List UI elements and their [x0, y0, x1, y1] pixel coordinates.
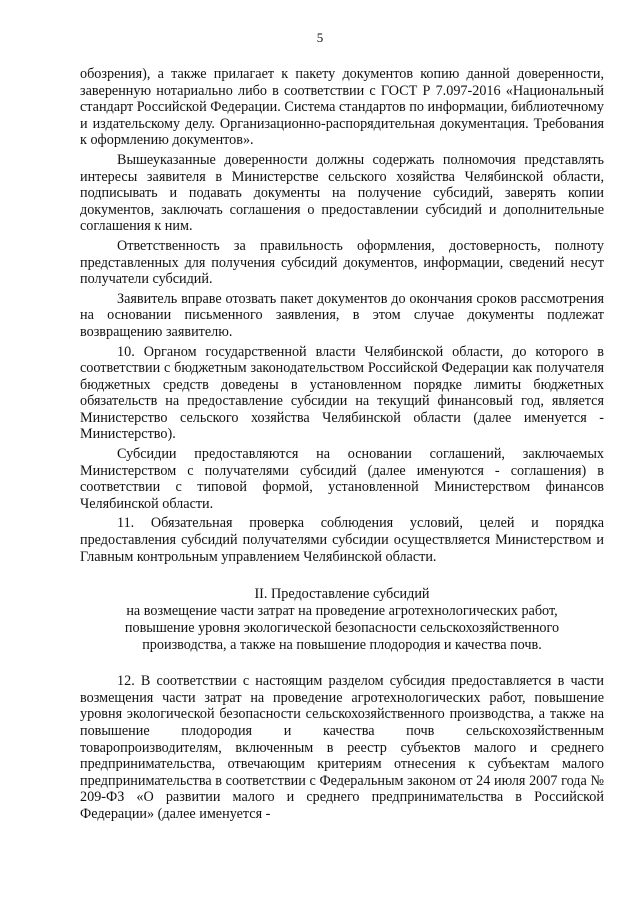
paragraph-withdrawal: Заявитель вправе отозвать пакет документов до окончания сроков рассмотрения на основании письменного заявления, в этом случае документы подлежат возвращению заявителю.: [80, 290, 604, 340]
paragraph-item-12: 12. В соответствии с настоящим разделом субсидия предоставляется в части возмещения части затрат на проведение агротехнологических работ, повышение уровня экологической безопасности сельскохозяйственного производства, а также на повышение плодородия и качества почв сельскохозяйственным товаропроизводителям, включенным в реестр субъектов малого и среднего предпринимательства, отвечающим критериям отнесения к субъектам малого предпринимательства в соответствии с Федеральным законом от 24 июля 2007 года № 209-ФЗ «О развитии малого и среднего предпринимательства в Российской Федерации» (далее именуется -: [80, 673, 604, 822]
section-heading-line: повышение уровня экологической безопасности сельскохозяйственного: [124, 620, 560, 637]
section-heading-line: на возмещение части затрат на проведение агротехнологических работ,: [126, 603, 558, 620]
paragraph-item-10: 10. Органом государственной власти Челябинской области, до которого в соответствии с бюджетным законодательством Российской Федерации как получателя бюджетных средств доведены в установленном порядке лимиты бюджетных обязательств на предоставление субсидии на текущий финансовый год, является Министерство сельского хозяйства Челябинской области (далее именуется - Министерство).: [80, 343, 604, 443]
section-heading-line: производства, а также на повышение плодородия и качества почв.: [142, 637, 542, 654]
page-content: [80, 66, 604, 826]
paragraph-responsibility: Ответственность за правильность оформления, достоверность, полноту представленных для получения субсидий документов, информации, сведений несут получатели субсидий.: [80, 237, 604, 288]
section-heading-line: II. Предоставление субсидий: [254, 586, 430, 603]
page-number: 5: [316, 30, 324, 45]
paragraph-agreements: Субсидии предоставляются на основании соглашений, заключаемых Министерством с получателями субсидий (далее именуются - соглашения) в соответствии с типовой формой, установленной Министерством финансов Челябинской области.: [80, 446, 604, 512]
paragraph-item-11: 11. Обязательная проверка соблюдения условий, целей и порядка предоставления субсидий получателями субсидии осуществляется Министерством и Главным контрольным управлением Челябинской области.: [80, 515, 604, 565]
paragraph-continuation: обозрения), а также прилагает к пакету документов копию данной доверенности, заверенную нотариально либо в соответствии с ГОСТ Р 7.097-2016 «Национальный стандарт Российской Федерации. Система стандартов по информации, библиотечному и издательскому делу. Организационно-распорядительная документация. Требования к оформлению документов».: [80, 66, 604, 149]
section-heading: [80, 586, 604, 654]
paragraph-power-of-attorney: Вышеуказанные доверенности должны содержать полномочия представлять интересы заявителя в Министерстве сельского хозяйства Челябинской области, подписывать и подавать документы на получение субсидий, заверять копии документов, заключать соглашения о предоставлении субсидий и дополнительные соглашения к ним.: [80, 151, 604, 235]
